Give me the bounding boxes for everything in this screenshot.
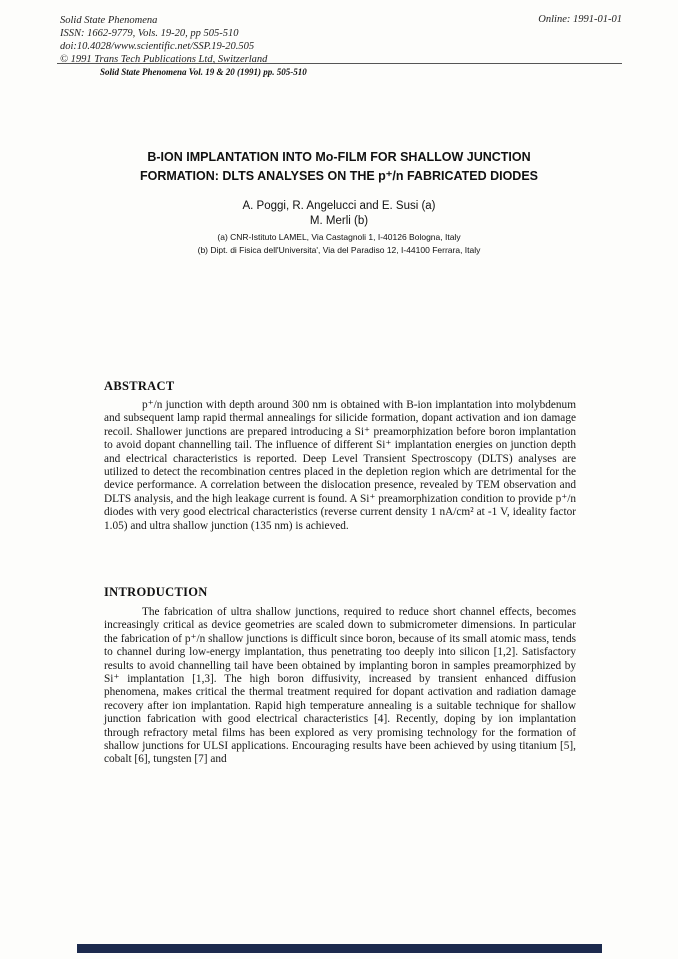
citation-line: Solid State Phenomena Vol. 19 & 20 (1991) pp. 505-510: [100, 67, 307, 77]
doi-line: doi:10.4028/www.scientific.net/SSP.19-20.505: [60, 41, 255, 52]
footer-bar: [77, 944, 602, 953]
affiliation-a: (a) CNR-Istituto LAMEL, Via Castagnoli 1, I-40126 Bologna, Italy: [217, 232, 461, 242]
abstract-heading: ABSTRACT: [104, 379, 175, 393]
introduction-heading: INTRODUCTION: [104, 585, 208, 599]
title-line-2: FORMATION: DLTS ANALYSES ON THE p⁺/n FABRICATED DIODES: [139, 169, 539, 183]
title-line-1: B-ION IMPLANTATION INTO Mo-FILM FOR SHALLOW JUNCTION: [147, 150, 531, 164]
affiliation-b: (b) Dipt. di Fisica dell'Universita', Via del Paradiso 12, I-44100 Ferrara, Italy: [197, 244, 481, 255]
header-block: [60, 14, 267, 66]
affiliations: [0, 231, 678, 256]
journal-name: Solid State Phenomena: [60, 15, 158, 26]
authors-line-1: A. Poggi, R. Angelucci and E. Susi (a): [242, 200, 436, 212]
abstract-text: p⁺/n junction with depth around 300 nm is obtained with B-ion implantation into molybdenum and subsequent lamp rapid thermal annealings for silicide formation, dopant activation and ion damage recoil. Shallower junctions are prepared introducing a Si⁺ preamorphization before boron implantation to avoid dopant channelling tail. The influence of different Si⁺ implantation energies on junction depth and electrical characteristics is reported. Deep Level Transient Spectroscopy (DLTS) analyses are utilized to detect the recombination centres placed in the depletion region which are detrimental for the device performance. A correlation between the dislocation presence, revealed by TEM observation and DLTS analysis, and the high leakage current is found. A Si⁺ preamorphization condition to provide p⁺/n diodes with very good electrical characteristics (reverse current density 1 nA/cm² at -1 V, ideality factor 1.05) and ultra shallow junction (135 nm) is achieved.: [104, 399, 576, 532]
author-list: [0, 199, 678, 229]
issn-line: ISSN: 1662-9779, Vols. 19-20, pp 505-510: [60, 28, 239, 39]
online-date: Online: 1991-01-01: [538, 14, 622, 25]
introduction-text: The fabrication of ultra shallow junctions, required to reduce short channel effects, becomes increasingly critical as device geometries are scaled down to submicrometer dimensions. In particular the fabrication of p⁺/n shallow junctions is difficult since boron, because of its small atomic mass, tends to channel during low-energy implantation, thus penetrating too deeply into silicon [1,2]. Satisfactory results to avoid channelling tail have been obtained by implanting boron in samples preamorphized by Si⁺ implantation [1,3]. The high boron diffusivity, increased by transient enhanced diffusion phenomena, makes critical the thermal treatment required for dopant activation and radiation damage recovery after ion implantation. Rapid high temperature annealing is a suitable technique for shallow junction fabrication with good electrical characteristics [4]. Recently, doping by ion implantation through refractory metal films has been explored as very promising technology for the formation of shallow junctions for ULSI applications. Encouraging results have been achieved by using titanium [5], cobalt [6], tungsten [7] and: [104, 606, 576, 766]
authors-line-2: M. Merli (b): [309, 215, 369, 227]
article-title: [0, 148, 678, 186]
header-divider: [57, 63, 622, 64]
copyright-line: © 1991 Trans Tech Publications Ltd, Switzerland: [60, 54, 268, 65]
